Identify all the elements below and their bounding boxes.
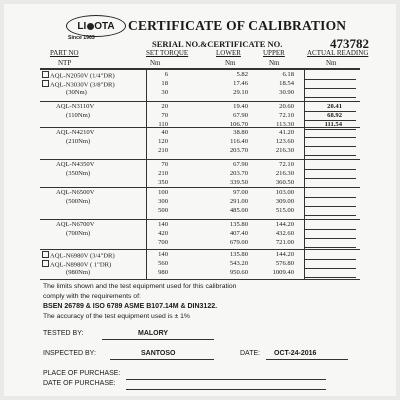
date-label: DATE: [240,350,261,357]
actual-reading-line [304,129,356,130]
part-number-text: (30Nm) [66,88,87,96]
group-separator [40,187,360,188]
table-bottom-line [40,279,360,280]
upper-limit-value: 144.20 [275,221,294,228]
actual-reading-line [304,169,356,170]
date-of-purchase-line [126,389,326,390]
certificate-title: CERTIFICATE OF CALIBRATION [128,18,347,33]
footer-accuracy: The accuracy of the test equipment used is ± 1% [43,313,190,320]
set-torque-value: 120 [158,137,168,145]
serial-label: SERIAL NO.&CERTIFICATE NO. [152,39,283,49]
actual-reading-line [304,146,356,147]
set-torque-value: 20 [161,103,168,110]
actual-reading-line [304,79,356,80]
part-checkbox[interactable] [42,71,49,78]
lower-limit-value: 679.00 [229,238,248,246]
upper-limit-value: 216.30 [275,146,294,154]
logo-ellipse [66,15,126,37]
actual-reading-line [304,137,356,138]
set-torque-value: 210 [158,169,168,177]
lower-limit-value: 29.10 [233,88,248,96]
lower-limit-value: 17.46 [233,79,248,87]
upper-limit-value: 103.00 [275,189,294,196]
part-number-text: AQL-N3110V [56,103,95,110]
lower-limit-value: 407.40 [229,229,248,237]
lower-limit-value: 950.60 [229,268,248,276]
logo-text-left: LI [77,20,87,32]
set-torque-value: 300 [158,197,168,205]
part-number-text: (500Nm) [66,197,91,205]
set-torque-value: 70 [161,111,168,119]
header-part-no: PART NO [50,49,79,57]
set-torque-value: 6 [164,71,168,78]
group-separator [40,69,360,70]
part-number [56,161,94,168]
actual-reading-line [304,277,356,278]
set-torque-value: 210 [158,146,168,154]
set-torque-value: 980 [158,268,168,276]
part-number [66,170,90,177]
group-separator [40,249,360,250]
set-torque-value: 70 [161,161,168,168]
actual-reading-line [304,206,356,207]
group-separator [40,219,360,220]
upper-limit-value: 309.00 [275,197,294,205]
lower-limit-value: 67.90 [233,161,248,168]
upper-limit-value: 576.80 [275,259,294,267]
actual-reading-value: 68.92 [327,111,342,119]
footer-standards: BSEN 26789 & ISO 6789 ASME B107.14M & DIN3122. [43,303,218,310]
part-number-text: AQL-N6700V [56,221,95,228]
upper-limit-value: 72.10 [279,111,294,119]
part-number-text: (210Nm) [66,137,91,145]
serial-number: 473782 [330,36,369,51]
part-number [56,103,94,110]
lower-limit-value: 203.70 [229,146,248,154]
actual-reading-value: 111.54 [324,120,342,128]
date-line [266,359,348,360]
actual-reading-line [304,268,356,269]
set-torque-value: 140 [158,251,168,258]
date-of-purchase-label: DATE OF PURCHASE: [43,380,116,387]
part-number [42,251,115,260]
lower-limit-value: 97.00 [233,189,248,196]
part-number [56,189,94,196]
actual-reading-line [304,178,356,179]
actual-reading-line [304,155,356,156]
set-torque-value: 140 [158,221,168,228]
actual-reading-line [304,97,356,98]
actual-reading-line [304,197,356,198]
lower-limit-value: 339.50 [229,178,248,186]
set-torque-value: 500 [158,206,168,214]
part-number-text: AQL-N2050V (1/4"DR) [50,72,115,80]
upper-limit-value: 20.60 [279,103,294,110]
part-number [66,89,87,96]
inspected-by-line [110,359,214,360]
header-set-unit: Nm [150,59,161,67]
date-value: OCT-24-2016 [274,350,317,357]
upper-limit-value: 30.90 [279,88,294,96]
lower-limit-value: 5.82 [236,71,248,78]
part-checkbox[interactable] [42,260,49,267]
part-number [66,112,90,119]
actual-reading-line [304,229,356,230]
part-number-text: AQL-N6500V [56,189,95,196]
upper-limit-value: 432.60 [275,229,294,237]
upper-limit-value: 113.30 [276,120,294,128]
part-number-text: (700Nm) [66,229,91,237]
lower-limit-value: 67.90 [233,111,248,119]
lower-limit-value: 135.80 [229,221,248,228]
table-column-divider [304,68,305,279]
part-checkbox[interactable] [42,80,49,87]
set-torque-value: 100 [158,189,168,196]
lower-limit-value: 19.40 [233,103,248,110]
lower-limit-value: 203.70 [229,169,248,177]
part-number [66,198,90,205]
lower-limit-value: 543.20 [229,259,248,267]
upper-limit-value: 721.00 [275,238,294,246]
set-torque-value: 700 [158,238,168,246]
actual-reading-line [304,215,356,216]
part-number [66,230,90,237]
upper-limit-value: 18.54 [279,79,294,87]
upper-limit-value: 123.60 [275,137,294,145]
actual-reading-line [304,259,356,260]
set-torque-value: 18 [161,79,168,87]
part-number [56,129,94,136]
tested-by-value: MALORY [138,330,169,337]
lower-limit-value: 291.00 [229,197,248,205]
upper-limit-value: 72.10 [279,161,294,168]
lower-limit-value: 116.40 [230,137,248,145]
header-ntp: NTP [58,59,72,67]
header-upper-unit: Nm [269,59,280,67]
group-separator [40,159,360,160]
group-separator [40,101,360,102]
header-lower-unit: Nm [225,59,236,67]
logo-dot-icon [87,23,94,30]
actual-reading-line [304,88,356,89]
upper-limit-value: 360.50 [275,178,294,186]
part-number-text: AQL-N6980V (3/4"DR) [50,252,115,260]
certificate-page [4,4,396,396]
part-number-text: (350Nm) [66,169,91,177]
header-actual-reading: ACTUAL READING [307,49,369,57]
part-number [42,260,111,269]
part-number [42,71,115,80]
set-torque-value: 30 [161,88,168,96]
table-top-line [40,68,360,69]
logo-text-right: OTA [94,20,115,32]
upper-limit-value: 6.18 [282,71,294,78]
lower-limit-value: 135.80 [229,251,248,258]
set-torque-value: 350 [158,178,168,186]
tested-by-line [102,339,214,340]
lower-limit-value: 38.80 [233,129,248,136]
header-set-torque: SET TORQUE [146,49,189,57]
part-number [66,138,90,145]
header-upper: UPPER [263,49,285,57]
place-of-purchase-line [126,379,326,380]
inspected-by-label: INSPECTED BY: [43,350,96,357]
upper-limit-value: 1009.40 [272,268,294,276]
set-torque-value: 40 [161,129,168,136]
logo-since: Since 1963 [68,35,95,41]
upper-limit-value: 41.20 [279,129,294,136]
lower-limit-value: 106.70 [229,120,248,128]
actual-reading-line [304,238,356,239]
part-number-text: (110Nm) [66,111,90,119]
actual-reading-value: 20.41 [327,103,342,110]
part-number [66,269,90,276]
set-torque-value: 420 [158,229,168,237]
table-column-divider [146,68,147,279]
header-lower: LOWER [216,49,241,57]
set-torque-value: 560 [158,259,168,267]
part-number [56,221,94,228]
inspected-by-value: SANTOSO [141,350,176,357]
part-number-text: AQL-N4350V [56,161,95,168]
group-separator [40,127,360,128]
part-checkbox[interactable] [42,251,49,258]
header-actual-unit: Nm [326,59,337,67]
footer-line-2: comply with the requirements of: [43,293,141,300]
upper-limit-value: 144.20 [275,251,294,258]
part-number-text: AQL-N3030V (3/8"DR) [50,81,115,89]
set-torque-value: 110 [158,120,168,128]
upper-limit-value: 515.00 [275,206,294,214]
lower-limit-value: 485.00 [229,206,248,214]
part-number-text: AQL-N8980V ( 1"DR) [50,261,112,269]
part-number-text: AQL-N4210V [56,129,95,136]
actual-reading-line [304,247,356,248]
tested-by-label: TESTED BY: [43,330,84,337]
part-number [42,80,115,89]
upper-limit-value: 216.30 [275,169,294,177]
footer-line-1: The limits shown and the test equipment used for this calibration [43,283,237,290]
part-number-text: (980Nm) [66,268,91,276]
place-of-purchase-label: PLACE OF PURCHASE: [43,370,121,377]
